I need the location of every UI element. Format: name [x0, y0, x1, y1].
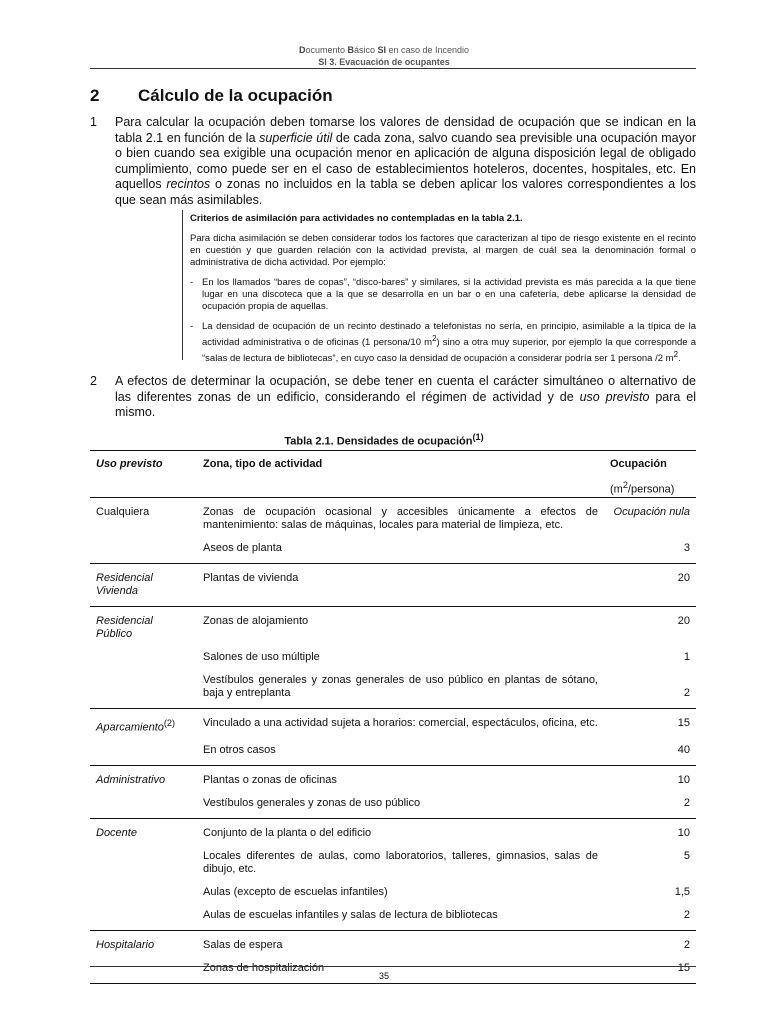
term-superficie-util: superficie útil	[259, 130, 333, 145]
criteria-item-text: La densidad de ocupación de un recinto destinado a telefonistas no sería, en principio, asimilable a la típica de la actividad administrativa o de oficinas (1 persona/10 m	[202, 321, 696, 349]
table-row	[90, 876, 696, 899]
table-row	[90, 734, 696, 766]
paragraph-2-number: 2	[90, 374, 97, 388]
cell-uso: Administrativo	[90, 766, 197, 788]
cell-uso: Hospitalario	[90, 931, 197, 953]
table-row	[90, 787, 696, 819]
paragraph-1	[115, 115, 696, 208]
header-unit	[610, 479, 690, 497]
table-row	[90, 766, 696, 788]
running-header-subtitle: SI 3. Evacuación de ocupantes	[318, 57, 450, 67]
cell-valor: 10	[604, 766, 696, 788]
header-initial: SI	[377, 45, 386, 55]
superscript: (1)	[472, 432, 484, 442]
text-run: de cada zona, salvo cuando sea previsible una ocupación mayor o bien cuando sea exigible una ocupación menor en aplicación de alguna disposición legal de obligado cumplimiento, como puede ser en el caso de establecimientos hoteleros, docentes, hospitales, etc. En aquellos	[115, 130, 696, 191]
header-ocupacion-label: Ocupación	[610, 458, 667, 470]
text-run: para el mismo.	[115, 389, 697, 419]
cell-valor: 1,5	[674, 886, 690, 899]
cell-valor: 2	[604, 931, 696, 953]
cell-valor: 20	[604, 563, 696, 606]
table-row	[90, 641, 696, 664]
header-initial: D	[298, 45, 306, 55]
dash-bullet: -	[190, 321, 194, 332]
table-row	[90, 563, 696, 606]
table-row	[90, 931, 696, 953]
text-run: Para calcular la ocupación deben tomarse los valores de densidad de ocupación que se indican en la tabla 2.1 en función de la	[115, 115, 696, 145]
cell-uso: Cualquiera	[90, 497, 197, 532]
cell-valor: 2	[683, 686, 690, 699]
criteria-item-text: ) sino a otra muy superior, por ejemplo la que corresponde a “salas de lectura de bibliotecas”, en cuyo caso la densidad de ocupación a considerar podría ser 1 persona /2 m	[202, 337, 696, 365]
table-row	[90, 840, 696, 876]
criteria-item-2	[190, 321, 696, 365]
cell-valor: 20	[604, 606, 696, 641]
cell-valor: 40	[677, 744, 690, 757]
header-uso: Uso previsto	[96, 458, 163, 470]
cell-zona: Vestíbulos generales y zonas de uso público	[203, 797, 421, 810]
header-word: ocumento	[305, 45, 348, 55]
cell-zona: Aulas de escuelas infantiles y salas de lectura de bibliotecas	[203, 909, 498, 922]
table-header-row	[90, 451, 696, 498]
cell-zona: Salones de uso múltiple	[203, 650, 320, 663]
table-row	[90, 708, 696, 734]
header-rule	[90, 68, 696, 69]
criteria-item-1	[190, 277, 696, 313]
cell-zona: Zonas de ocupación ocasional y accesibles únicamente a efectos de mantenimiento: salas de máquinas, locales para material de limpieza, etc.	[197, 497, 604, 532]
cell-zona: Vestíbulos generales y zonas generales de uso público en plantas de sótano, baja y entreplanta	[203, 673, 598, 699]
header-initial: B	[347, 45, 354, 55]
header-ocupacion	[604, 451, 696, 498]
cell-zona: Locales diferentes de aulas, como laboratorios, talleres, gimnasios, salas de dibujo, etc.	[203, 850, 598, 876]
cell-valor: 10	[604, 819, 696, 841]
table-row	[90, 819, 696, 841]
paragraph-1-number: 1	[90, 115, 97, 129]
section-number: 2	[90, 86, 100, 105]
cell-uso: Docente	[90, 819, 197, 841]
section-title: Cálculo de la ocupación	[138, 86, 333, 105]
criteria-intro: Para dicha asimilación se deben considerar todos los factores que caracterizan al tipo de riesgo existente en el recinto en cuestión y que guarden relación con la actividad prevista, al margen de cuál sea la denominación formal o administrativa de dicha actividad. Por ejemplo:	[190, 233, 696, 268]
cell-valor: 15	[604, 708, 696, 734]
criteria-item-text: .	[678, 353, 681, 365]
criteria-box	[182, 210, 696, 365]
dash-bullet: -	[190, 277, 194, 288]
footer-rule	[90, 966, 696, 967]
table-row	[90, 497, 696, 532]
cell-zona: Salas de espera	[197, 931, 604, 953]
table-row	[90, 899, 696, 931]
superscript: 2	[673, 350, 678, 360]
superscript: 2	[622, 480, 628, 490]
occupancy-table	[90, 450, 696, 984]
cell-valor: 15	[677, 962, 690, 975]
table-caption-text: Tabla 2.1. Densidades de ocupación	[284, 435, 473, 448]
cell-uso	[90, 708, 197, 734]
superscript: (2)	[163, 717, 176, 728]
cell-zona: Plantas de vivienda	[197, 563, 604, 606]
table-caption	[0, 432, 768, 448]
cell-zona: Vinculado a una actividad sujeta a horarios: comercial, espectáculos, oficina, etc.	[197, 708, 604, 734]
cell-valor: 5	[683, 850, 690, 863]
page-number: 35	[378, 971, 389, 981]
cell-valor: 2	[683, 797, 690, 810]
header-zona: Zona, tipo de actividad	[203, 458, 323, 470]
header-word: en caso de Incendio	[386, 45, 470, 55]
criteria-title: Criterios de asimilación para actividades no contempladas en la tabla 2.1.	[190, 213, 523, 224]
cell-zona: Aulas (excepto de escuelas infantiles)	[203, 886, 388, 899]
header-word: ásico	[353, 45, 378, 55]
term-recintos: recintos	[166, 177, 211, 191]
cell-zona: Zonas de hospitalización	[203, 962, 325, 975]
cell-uso: Residencial Público	[90, 606, 197, 641]
cell-valor: 3	[683, 541, 690, 554]
cell-uso-text: Aparcamiento	[96, 721, 164, 734]
unit-text: /persona)	[627, 483, 675, 496]
cell-valor: 1	[683, 650, 690, 663]
criteria-item-text: En los llamados “bares de copas”, “disco-bares” y similares, si la actividad prevista es más parecida a la que tiene lugar en una discoteca que a la que se desarrolla en un bar o en una cafetería, debe aplicarse la densidad de ocupación propia de aquellas.	[202, 277, 696, 312]
cell-zona: Zonas de alojamiento	[197, 606, 604, 641]
cell-uso: Residencial Vivienda	[90, 563, 197, 606]
term-uso-previsto: uso previsto	[579, 389, 650, 404]
table-row	[90, 532, 696, 564]
cell-zona: Conjunto de la planta o del edificio	[197, 819, 604, 841]
cell-valor: Ocupación nula	[604, 497, 696, 532]
cell-zona: Plantas o zonas de oficinas	[197, 766, 604, 788]
text-run: o zonas no incluidos en la tabla se deben aplicar los valores correspondientes a los que sean más asimilables.	[115, 177, 696, 207]
table-row	[90, 664, 696, 709]
unit-text: (m	[610, 483, 623, 496]
superscript: 2	[432, 334, 437, 343]
paragraph-2	[115, 374, 696, 421]
cell-valor: 2	[683, 909, 690, 922]
cell-zona: En otros casos	[203, 744, 276, 757]
cell-zona: Aseos de planta	[203, 541, 282, 554]
text-run: A efectos de determinar la ocupación, se debe tener en cuenta el carácter simultáneo o alternativo de las diferentes zonas de un edificio, considerando el régimen de actividad y de	[115, 374, 696, 404]
table-row	[90, 606, 696, 641]
running-header-title	[0, 45, 768, 55]
